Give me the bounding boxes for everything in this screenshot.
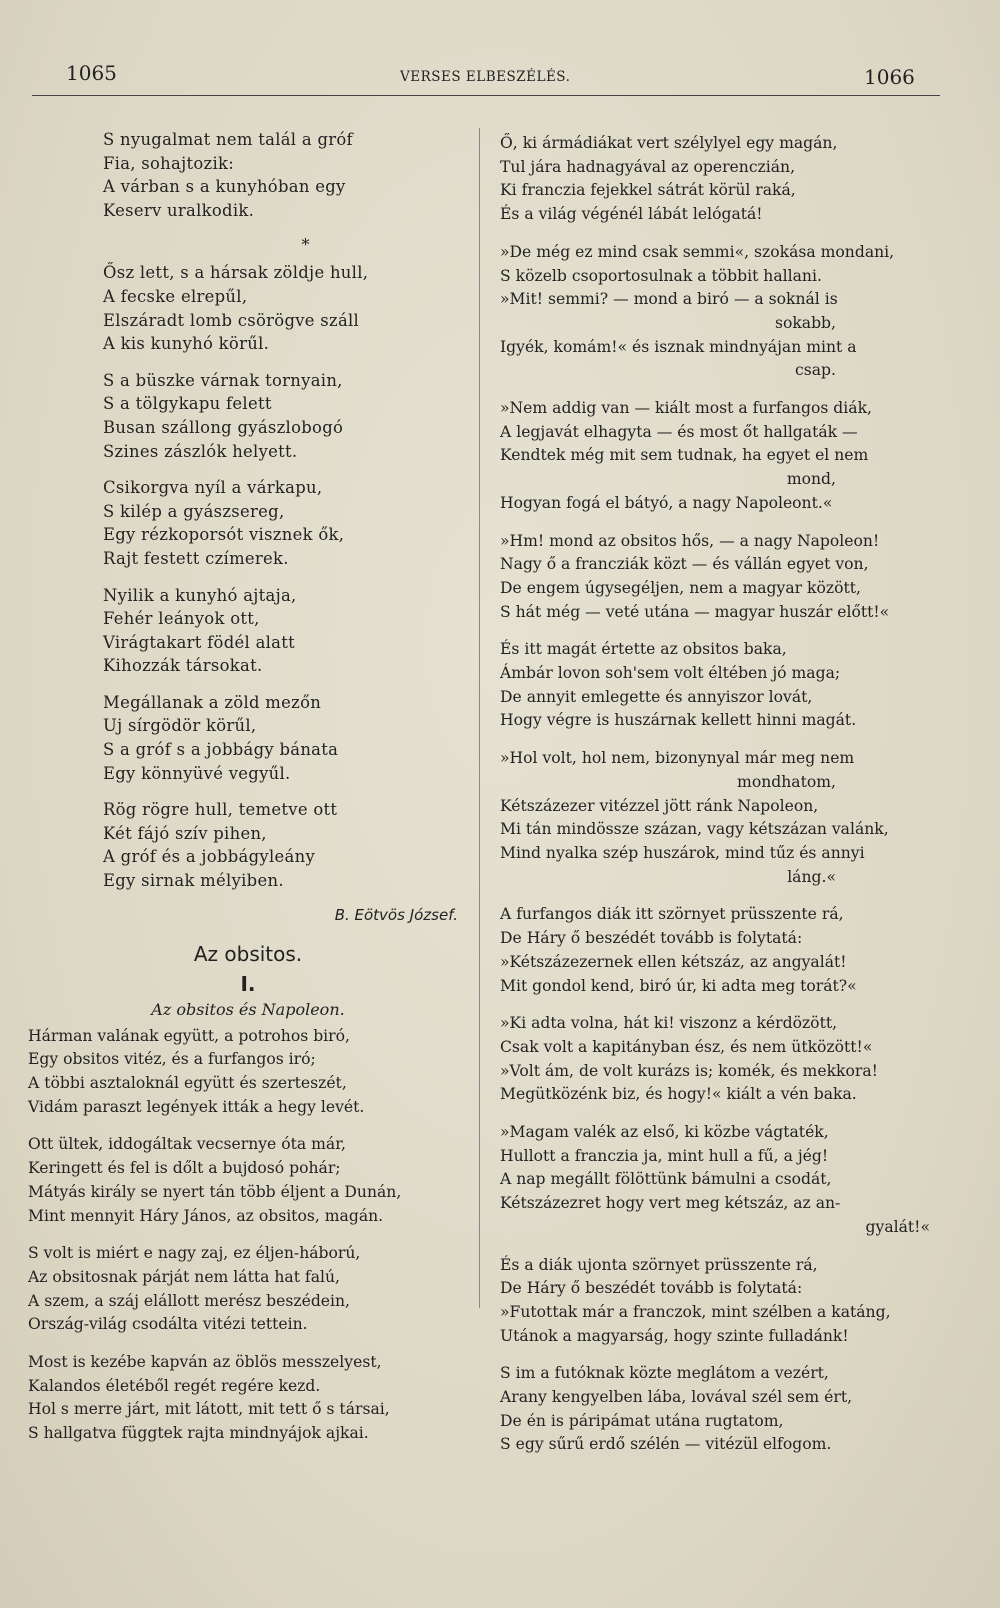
verse-line: Ősz lett, s a hársak zöldje hull,: [103, 263, 369, 283]
page-header: [0, 55, 1000, 95]
verse-line-continuation: mond,: [786, 470, 836, 489]
verse-line: Vidám paraszt legények itták a hegy levét.: [28, 1097, 365, 1116]
verse-line-continuation: csap.: [795, 361, 836, 380]
running-title: VERSES ELBESZÉLÉS.: [400, 69, 571, 85]
verse-line: Utánok a magyarság, hogy szinte fulladánk!: [500, 1326, 849, 1345]
verse-line: Kalandos életéből regét regére kezd.: [28, 1376, 321, 1395]
right-column: [500, 132, 940, 1471]
verse-line: Igyék, komám!« és isznak mindnyájan mint a: [500, 337, 857, 356]
poem-b: [28, 1025, 468, 1446]
verse-line: S im a futóknak közte meglátom a vezért,: [500, 1364, 829, 1383]
section-asterisk: *: [301, 235, 310, 255]
left-column: [28, 128, 468, 1460]
verse-line: »Magam valék az első, ki közbe vágtaték,: [500, 1123, 829, 1142]
verse-line: Hogyan fogá el bátyó, a nagy Napoleont.«: [500, 493, 833, 512]
verse-line: Nagy ő a francziák közt — és vállán egyet von,: [500, 555, 869, 574]
stanza: [103, 476, 468, 570]
verse-line: Egy rézkoporsót visznek ők,: [103, 525, 345, 545]
verse-line: Hol s merre járt, mit látott, mit tett ő s társai,: [28, 1400, 390, 1419]
page-number-right: 1066: [864, 65, 915, 89]
stanza: [500, 1362, 940, 1457]
verse-line-continuation: láng.«: [787, 867, 836, 886]
verse-line: Fehér leányok ott,: [103, 609, 260, 629]
section-number: I.: [240, 971, 256, 996]
verse-line: »Nem addig van — kiált most a furfangos diák,: [500, 399, 872, 418]
verse-line: De én is páripámat utána rugtatom,: [500, 1411, 784, 1430]
stanza: [500, 1012, 940, 1107]
verse-line: »Hm! mond az obsitos hős, — a nagy Napoleon!: [500, 531, 880, 550]
verse-line: Kétszázezret hogy vert meg kétszáz, az an-: [500, 1194, 841, 1213]
stanza: [500, 638, 940, 733]
verse-line: És itt magát értette az obsitos baka,: [500, 640, 787, 659]
stanza: [28, 1242, 468, 1337]
stanza: [500, 241, 940, 383]
verse-line: Egy obsitos vitéz, és a furfangos iró;: [28, 1050, 316, 1069]
stanza: [500, 1121, 940, 1240]
verse-line: Uj sírgödör körűl,: [103, 716, 257, 736]
column-divider: [479, 128, 480, 1308]
verse-line: »Ki adta volna, hát ki! viszonz a kérdözött,: [500, 1014, 838, 1033]
verse-line: »Volt ám, de volt kurázs is; komék, és mekkora!: [500, 1061, 878, 1080]
author-signature: B. Eötvös József.: [334, 905, 458, 924]
verse-line-continuation: mondhatom,: [737, 772, 836, 791]
verse-line: A szem, a száj elállott merész beszédein,: [28, 1291, 351, 1310]
stanza: [103, 128, 468, 222]
verse-line: Csikorgva nyíl a várkapu,: [103, 478, 323, 498]
verse-line: Ámbár lovon soh'sem volt éltében jó maga;: [500, 664, 841, 683]
verse-line: »Mit! semmi? — mond a biró — a soknál is: [500, 290, 838, 309]
stanza: [28, 1351, 468, 1446]
verse-line: Virágtakart födél alatt: [103, 632, 296, 652]
verse-line: »De még ez mind csak semmi«, szokása mondani,: [500, 242, 895, 261]
verse-line: De Háry ő beszédét tovább is folytatá:: [500, 1279, 803, 1298]
section-subtitle: Az obsitos és Napoleon.: [151, 999, 345, 1019]
verse-line-continuation: sokabb,: [774, 313, 836, 332]
verse-line: Kétszázezer vitézzel jött ránk Napoleon,: [500, 796, 819, 815]
verse-line: A gróf és a jobbágyleány: [103, 847, 316, 867]
verse-line: Most is kezébe kapván az öblös messzelyest,: [28, 1353, 382, 1372]
verse-line: És a világ végénél lábát lelógatá!: [500, 205, 763, 224]
poem-a: [28, 128, 468, 893]
verse-line: Fia, sohajtozik:: [103, 153, 235, 173]
verse-line: S egy sűrű erdő szélén — vitézül elfogom.: [500, 1435, 832, 1454]
verse-line: Mind nyalka szép huszárok, mind tűz és annyi: [500, 843, 865, 862]
verse-line: A várban s a kunyhóban egy: [103, 177, 346, 197]
stanza: [103, 798, 468, 892]
verse-line: Kendtek még mit sem tudnak, ha egyet el nem: [500, 446, 869, 465]
verse-line: S a gróf s a jobbágy bánata: [103, 740, 339, 760]
verse-line: És a diák ujonta szörnyet prüsszente rá,: [500, 1255, 818, 1274]
verse-line: Ő, ki ármádiákat vert szélylyel egy magán,: [500, 134, 838, 152]
verse-line: Egy könnyüvé vegyűl.: [103, 763, 291, 783]
stanza: [28, 1133, 468, 1228]
verse-line: »Futottak már a franczok, mint szélben a katáng,: [500, 1302, 891, 1321]
page-number-left: 1065: [66, 61, 117, 85]
verse-line: Rajt festett czímerek.: [103, 548, 289, 568]
verse-line: Megállanak a zöld mezőn: [103, 692, 322, 712]
verse-line: Ki franczia fejekkel sátrát körül raká,: [500, 181, 796, 200]
verse-line: »Hol volt, hol nem, bizonynyal már meg nem: [500, 749, 855, 768]
verse-line: De engem úgysegéljen, nem a magyar között,: [500, 578, 861, 597]
verse-line: A nap megállt fölöttünk bámulni a csodát,: [500, 1170, 832, 1189]
poem-title: Az obsitos.: [193, 941, 303, 966]
verse-line: Mit gondol kend, biró úr, ki adta meg torát?«: [500, 976, 857, 995]
verse-line: Keringett és fel is dőlt a bujdosó pohár;: [28, 1159, 341, 1178]
verse-line: Megütközénk biz, és hogy!« kiált a vén baka.: [500, 1085, 857, 1104]
verse-line: Mátyás király se nyert tán több éljent a Dunán,: [28, 1182, 402, 1201]
verse-line: Mi tán mindössze százan, vagy kétszázan valánk,: [500, 820, 889, 839]
verse-line: Tul jára hadnagyával az operenczián,: [500, 157, 796, 176]
verse-line: Ország-világ csodálta vitézi tettein.: [28, 1315, 308, 1334]
verse-line: Arany kengyelben lába, lovával szél sem ért,: [500, 1388, 853, 1407]
verse-line: Szines zászlók helyett.: [103, 441, 298, 461]
verse-line: De Háry ő beszédét tovább is folytatá:: [500, 929, 803, 948]
verse-line: A fecske elrepűl,: [103, 286, 248, 306]
verse-line: »Kétszázezernek ellen kétszáz, az angyalát!: [500, 952, 847, 971]
verse-line: S kilép a gyászsereg,: [103, 501, 285, 521]
verse-line: Ott ültek, iddogáltak vecsernye óta már,: [28, 1135, 346, 1154]
verse-line: S volt is miért e nagy zaj, ez éljen-háború,: [28, 1244, 361, 1263]
verse-line: Elszáradt lomb csörögve száll: [103, 310, 360, 330]
verse-line: Egy sirnak mélyiben.: [103, 871, 284, 891]
verse-line: De annyit emlegette és annyiszor lovát,: [500, 687, 813, 706]
verse-line: Hárman valának együtt, a potrohos biró,: [28, 1026, 350, 1045]
stanza: [28, 1025, 468, 1120]
verse-line: A kis kunyhó körűl.: [103, 334, 270, 354]
stanza: [500, 747, 940, 889]
verse-line: A legjavát elhagyta — és most őt hallgaták —: [500, 422, 858, 441]
verse-line: Hullott a franczia ja, mint hull a fű, a jég!: [500, 1146, 829, 1165]
stanza: [103, 584, 468, 678]
stanza: [103, 369, 468, 463]
stanza: [500, 1254, 940, 1349]
verse-line: Az obsitosnak párját nem látta hat falú,: [28, 1267, 340, 1286]
verse-line: S hát még — veté utána — magyar huszár előtt!«: [500, 602, 890, 621]
verse-line: Keserv uralkodik.: [103, 200, 255, 220]
verse-line: Csak volt a kapitányban ész, és nem ütközött!«: [500, 1037, 873, 1056]
header-rule: [32, 95, 940, 96]
verse-line: Kihozzák társokat.: [103, 656, 263, 676]
verse-line: Két fájó szív pihen,: [103, 823, 267, 843]
verse-line: Busan szállong gyászlobogó: [103, 417, 344, 437]
verse-line: Hogy végre is huszárnak kellett hinni magát.: [500, 711, 857, 730]
stanza: [103, 261, 468, 355]
verse-line: Nyilik a kunyhó ajtaja,: [103, 585, 297, 605]
stanza: [103, 691, 468, 785]
verse-line: S hallgatva függtek rajta mindnyájok ajkai.: [28, 1424, 369, 1443]
verse-line: S közelb csoportosulnak a többit hallani.: [500, 266, 822, 285]
verse-line: A többi asztaloknál együtt és szerteszét,: [28, 1074, 347, 1093]
verse-line: S a tölgykapu felett: [103, 394, 272, 414]
verse-line: S nyugalmat nem talál a gróf: [103, 130, 353, 149]
verse-line: S a büszke várnak tornyain,: [103, 370, 343, 390]
verse-line-continuation: gyalát!«: [865, 1217, 930, 1236]
verse-line: Mint mennyit Háry János, az obsitos, magán.: [28, 1206, 384, 1225]
verse-line: Rög rögre hull, temetve ott: [103, 800, 338, 820]
stanza: [500, 530, 940, 625]
verse-line: A furfangos diák itt szörnyet prüsszente rá,: [500, 905, 844, 924]
stanza: [500, 397, 940, 516]
stanza: [500, 903, 940, 998]
stanza: [500, 132, 940, 227]
